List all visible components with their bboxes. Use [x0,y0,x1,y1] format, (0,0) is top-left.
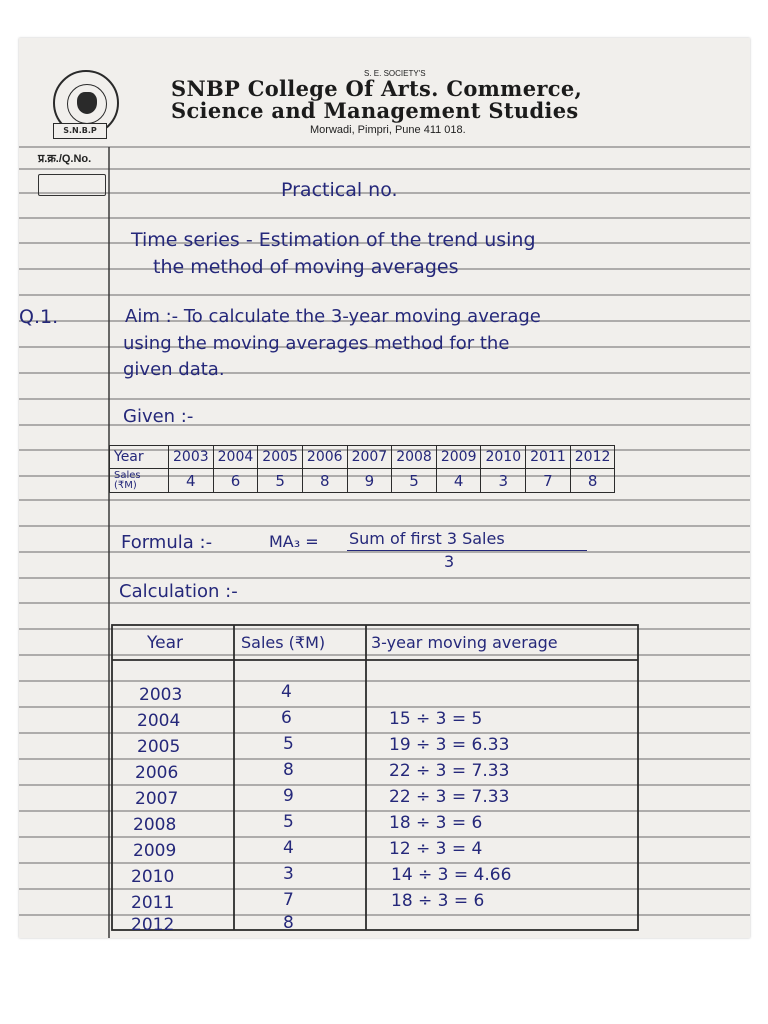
given-sales-cell: 5 [392,469,437,493]
calc-header-moving-average: 3-year moving average [371,633,558,652]
calc-year: 2005 [137,737,181,757]
society-name: S. E. SOCIETY'S [364,69,426,78]
calc-header-sales: Sales (₹M) [241,633,326,652]
calc-sales: 8 [283,913,294,933]
calc-sales: 3 [283,864,294,884]
calc-ma: 18 ÷ 3 = 6 [391,891,485,911]
formula-label: Formula :- [121,532,213,553]
given-year-cell: 2003 [169,446,214,469]
formula-fraction-bar [347,550,587,551]
given-sales-row [110,469,615,493]
calc-sales: 6 [281,708,292,728]
college-name-line2: Science and Management Studies [171,98,579,123]
calc-sales: 7 [283,890,294,910]
formula-lhs: MA₃ = [269,532,319,551]
calc-ma: 18 ÷ 3 = 6 [389,813,483,833]
calc-ma: 22 ÷ 3 = 7.33 [389,761,510,781]
calc-year: 2004 [137,711,181,731]
calc-sales: 9 [283,786,294,806]
given-year-cell: 2005 [258,446,303,469]
calc-year: 2007 [135,789,179,809]
aim-line2: using the moving averages method for the [123,333,510,354]
notebook-page [19,38,750,938]
given-year-cell: 2011 [526,446,571,469]
given-year-cell: 2006 [302,446,347,469]
calculation-label: Calculation :- [119,581,238,602]
given-sales-cell: 9 [347,469,392,493]
given-sales-cell: 5 [258,469,303,493]
calculation-table [111,624,639,932]
given-sales-cell: 3 [481,469,526,493]
qno-box [38,174,106,196]
given-year-cell: 2012 [570,446,615,469]
aim-line1: Aim :- To calculate the 3-year moving average [125,306,541,327]
calc-year: 2009 [133,841,177,861]
given-year-cell: 2010 [481,446,526,469]
given-sales-cell: 4 [436,469,481,493]
given-year-cell: 2004 [213,446,258,469]
given-year-cell: 2008 [392,446,437,469]
calc-year: 2006 [135,763,179,783]
logo-ribbon: S.N.B.P [53,123,107,139]
calc-ma: 19 ÷ 3 = 6.33 [389,735,510,755]
title-line2: the method of moving averages [153,256,459,278]
calc-sales: 8 [283,760,294,780]
calc-ma: 12 ÷ 3 = 4 [389,839,483,859]
given-sales-cell: 4 [169,469,214,493]
calc-year: 2011 [131,893,175,913]
calc-year: 2012 [131,915,175,935]
title-line1: Time series - Estimation of the trend using [131,229,536,251]
calc-year: 2008 [133,815,177,835]
given-sales-cell: 8 [570,469,615,493]
given-sales-cell: 6 [213,469,258,493]
formula-numerator: Sum of first 3 Sales [349,529,505,548]
calc-sales: 5 [283,812,294,832]
college-name-line1: SNBP College Of Arts. Commerce, [171,76,583,101]
given-sales-cell: 7 [526,469,571,493]
qno-label: प्र.क्र./Q.No. [38,153,92,165]
calc-ma: 15 ÷ 3 = 5 [389,709,483,729]
calc-sales: 5 [283,734,294,754]
given-year-row [110,446,615,469]
college-address: Morwadi, Pimpri, Pune 411 018. [310,124,466,136]
formula-denominator: 3 [444,552,455,571]
calc-sales: 4 [281,682,292,702]
calc-ma: 22 ÷ 3 = 7.33 [389,787,510,807]
given-label: Given :- [123,406,194,427]
calc-sales: 4 [283,838,294,858]
calc-year: 2003 [139,685,183,705]
given-year-header: Year [110,446,169,469]
calc-header-year: Year [147,633,183,653]
given-sales-header: Sales (₹M) [110,469,169,493]
calc-year: 2010 [131,867,175,887]
given-sales-cell: 8 [302,469,347,493]
college-name [171,78,582,122]
given-data-table [109,445,615,493]
given-year-cell: 2009 [436,446,481,469]
given-year-cell: 2007 [347,446,392,469]
aim-line3: given data. [123,359,225,380]
practical-heading: Practical no. [281,179,398,201]
calc-ma: 14 ÷ 3 = 4.66 [391,865,512,885]
question-number: Q.1. [19,306,59,328]
